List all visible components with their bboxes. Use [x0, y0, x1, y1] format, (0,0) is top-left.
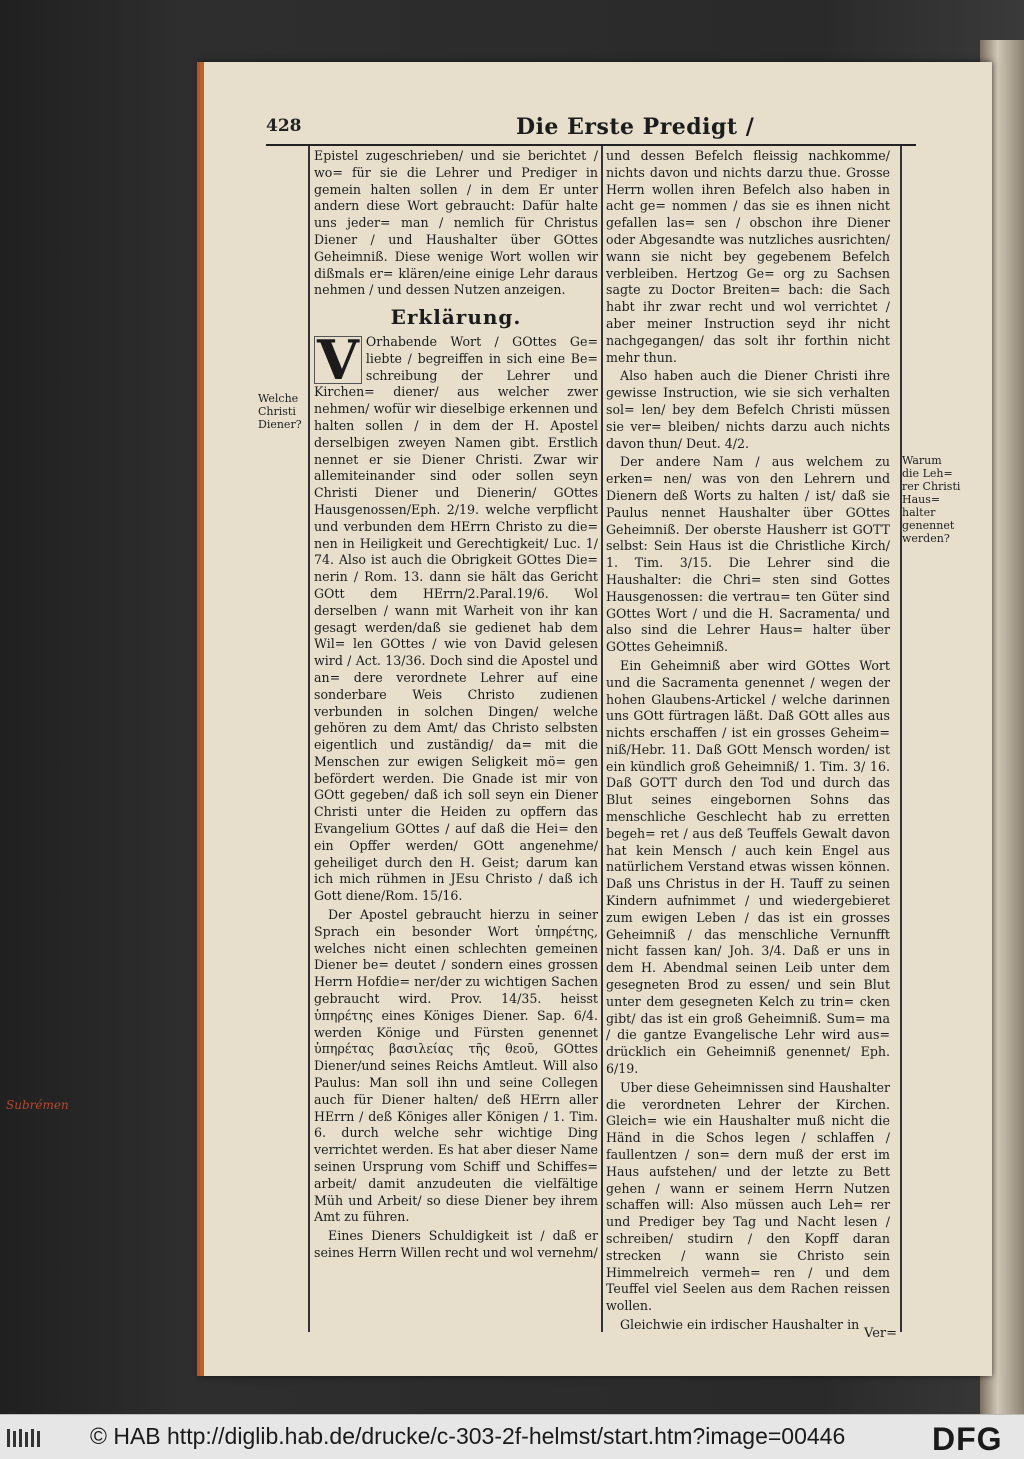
column-rule-left [308, 146, 310, 1332]
handwritten-note: Subrémen [6, 1098, 69, 1112]
source-url-link[interactable]: © HAB http://diglib.hab.de/drucke/c-303-2f-helmst/start.htm?image=00446 [90, 1423, 846, 1449]
right-text-column [606, 148, 890, 1336]
column-rule-right [900, 146, 902, 1332]
paragraph: Uber diese Geheimnissen sind Haushalter die verordneten Lehrer der Kirchen. Gleich= wie ein Haushalter muß nicht die Händ in die Schos legen / schlaffen / faullentzen / son= dern muß der erst im Haus aufstehen/ und der letzte zu Bett gehen / wann er seinem Herrn Nutzen schaffen will: Also müssen auch Leh= rer und Prediger bey Tag und Nacht lesen / schreiben/ studirn / den Kopff daran strecken / wann sie Christo sein Himmelreich vermeh= ren / und dem Teuffel viel Seelen aus dem Rachen reissen wollen. [606, 1079, 890, 1314]
section-heading: Erklärung. [390, 305, 522, 330]
margin-note-left: Welche Christi Diener? [258, 392, 302, 431]
paragraph [314, 327, 598, 905]
margin-note-right: Warum die Leh= rer Christi Haus= halter genennet werden? [902, 454, 961, 545]
paragraph: Ein Geheimniß aber wird GOttes Wort und die Sacramenta genennet / wegen der hohen Glaubens-Artickel / welche darinnen uns GOtt fürtragen läßt. Daß GOtt alles aus nichts erschaffen / ist ein grosses Geheim= niß/Hebr. 11. Daß GOtt Mensch worden/ ist ein kündlich groß Geheimniß/ 1. Tim. 3/ 16. Daß GOTT durch den Tod und durch das Blut seines eingebornen Sohns das menschliche Geschlecht hab zu erretten begeh= ret / aus deß Teuffels Gewalt davon hat kein Mensch / auch kein Engel aus natürlichem Verstand etwas wissen können. Daß uns Christus in der H. Tauff zu seinen Kindern aufnimmet / und wiedergebieret zum ewigen Leben / das ist ein grosses Geheimniß / das menschliche Vernunfft nicht fassen kan/ Joh. 3/4. Daß er uns in dem H. Abendmal seinen Leib unter dem gesegneten Brod zu essen/ und sein Blut unter dem gesegneten Kelch zu trin= cken gibt/ das ist ein groß Geheimniß. Sum= ma / die gantze Evangelische Lehr wird aus= drücklich ein Geheimniß genennet/ Eph. 6/19. [606, 657, 890, 1077]
paragraph: Der andere Nam / aus welchem zu erken= nen/ was von den Lehrern und Dienern deß Worts zu halten / ist/ daß sie Paulus nennet Haushalter über GOttes Geheimniß. Der oberste Hausherr ist GOTT selbst: Sein Haus ist die Christliche Kirch/ 1. Tim. 3/15. Die Lehrer sind die Haushalter: die Chri= sten sind Gottes Hausgenossen: die vertrau= ten Güter sind GOttes Wort / und die H. Sacramenta/ und also sind die Lehrer Haus= halter über GOttes Geheimniß. [606, 454, 890, 655]
book-page [200, 62, 992, 1376]
paragraph-text: Orhabende Wort / GOttes Ge= liebte / begreiffen in sich eine Be= schreibung der Lehrer und Kirchen= diener/ aus welcher zwer nehmen/ wofür wir dieselbige erkennen und halten sollen / in dem der H. Apostel derselbigen zweyen Namen gibt. Erstlich nennet er sie Diener Christi. Zwar wir allemiteinander sind oder sollen seyn Christi Diener und Dienerin/ GOttes Hausgenossen/Eph. 2/19. welche verpflicht und verbunden dem HErrn Christo zu die= nen in Heiligkeit und Gerechtigkeit/ Luc. 1/ 74. Also ist auch die Obrigkeit GOttes Die= nerin / Rom. 13. dann sie hält das Gericht GOtt dem HErrn/2.Paral.19/6. Wol derselben / wann mit Warheit von ihr kan gesagt werden/daß sie gedienet hab dem Wil= len GOttes / wie von David gelesen wird / Act. 13/36. Doch sind die Apostel und an= dere verordnete Lehrer auf eine sonderbare Weis Christo zudienen verbunden in solchen Dingen/ welche gehören zu dem Amt/ das Christo selbsten eigentlich und zuständig/ da= mit die Menschen zur ewigen Seligkeit mö= gen befördert werden. Die Gnade ist mir von GOtt gegeben/ daß ich soll seyn ein Diener Christi unter die Heiden zu opffern das Evangelium GOttes / auf daß die Hei= den ein Opffer werden/ GOtt angenehme/ geheiliget durch den H. Geist; darum kan ich mich rühmen in JEsu Christo / daß ich Gott diene/Rom. 15/16. [314, 333, 598, 904]
left-text-column [314, 148, 598, 1264]
paragraph: und dessen Befelch fleissig nachkomme/ nichts davon und nichts darzu thue. Grosse Herrn wollen ihren Befelch also haben in acht ge= nommen / das sie es ihnen nicht gefallen las= sen / obschon ihre Diener oder Abgesandte was nutzliches ausrichten/ wann sie nicht bey gegebenem Befelch verbleiben. Hertzog Ge= org zu Sachsen sagte zu Doctor Breiten= bach: die Sach habt ihr zwar recht und wol verrichtet / aber meiner Instruction seyd ihr nicht nachgegangen/ das solt ihr forthin nicht mehr thun. [606, 148, 890, 365]
drop-cap: V [314, 336, 362, 384]
dfg-logo: DFG [932, 1421, 1003, 1457]
viewer-footer [0, 1414, 1024, 1459]
paragraph: Der Apostel gebraucht hierzu in seiner Sprach ein besonder Wort ὑπηρέτης, welches nicht einen schlechten gemeinen Diener be= deutet / sondern eines grossen Herrn Hofdie= ner/der zu wichtigen Sachen gebraucht wird. Prov. 14/35. heisst ὑπηρέτης eines Königes Diener. Sap. 6/4. werden Könige und Fürsten genennet ὑπηρέτας βασιλείας τῆς θεοῦ, GOttes Diener/und seines Reichs Amtleut. Will also Paulus: Man soll ihn und seine Collegen auch für Diener halten/ deß HErrn aller HErrn / deß Königes aller Königen / 1. Tim. 6. durch welche sehr wichtige Ding verrichtet werden. Es hat aber dieser Name seinen Ursprung vom Schiff und Schiffes= arbeit/ damit anzudeuten die vielfältige Müh und Arbeit/ so diese Diener bey ihrem Amt zu führen. [314, 907, 598, 1225]
page-header [266, 114, 916, 146]
intro-paragraph: Epistel zugeschrieben/ und sie berichtet / wo= für sie die Lehrer und Prediger in gemein halten sollen / in dem Er unter andern diese Wort gebraucht: Dafür halte uns jeder= man / nemlich für Christus Diener / und Haushalter über GOttes Geheimniß. Diese wenige Wort wollen wir dißmals er= klären/eine einige Lehr daraus nehmen / und dessen Nutzen anzeigen. [314, 148, 598, 298]
page-number: 428 [266, 116, 302, 136]
catchword: Ver= [864, 1326, 897, 1341]
paragraph: Gleichwie ein irdischer Haushalter in [620, 1316, 860, 1332]
column-rule-middle [601, 146, 603, 1332]
library-logo-icon [6, 1427, 46, 1449]
paragraph: Eines Dieners Schuldigkeit ist / daß er seines Herrn Willen recht und wol vernehm/ [314, 1228, 598, 1260]
paragraph: Also haben auch die Diener Christi ihre gewisse Instruction, wie sie sich verhalten sol= len/ bey dem Befelch Christi müssen sie ver= bleiben/ nichts darzu auch nichts davon thun/ Deut. 4/2. [606, 368, 890, 451]
running-title: Die Erste Predigt / [516, 114, 755, 140]
